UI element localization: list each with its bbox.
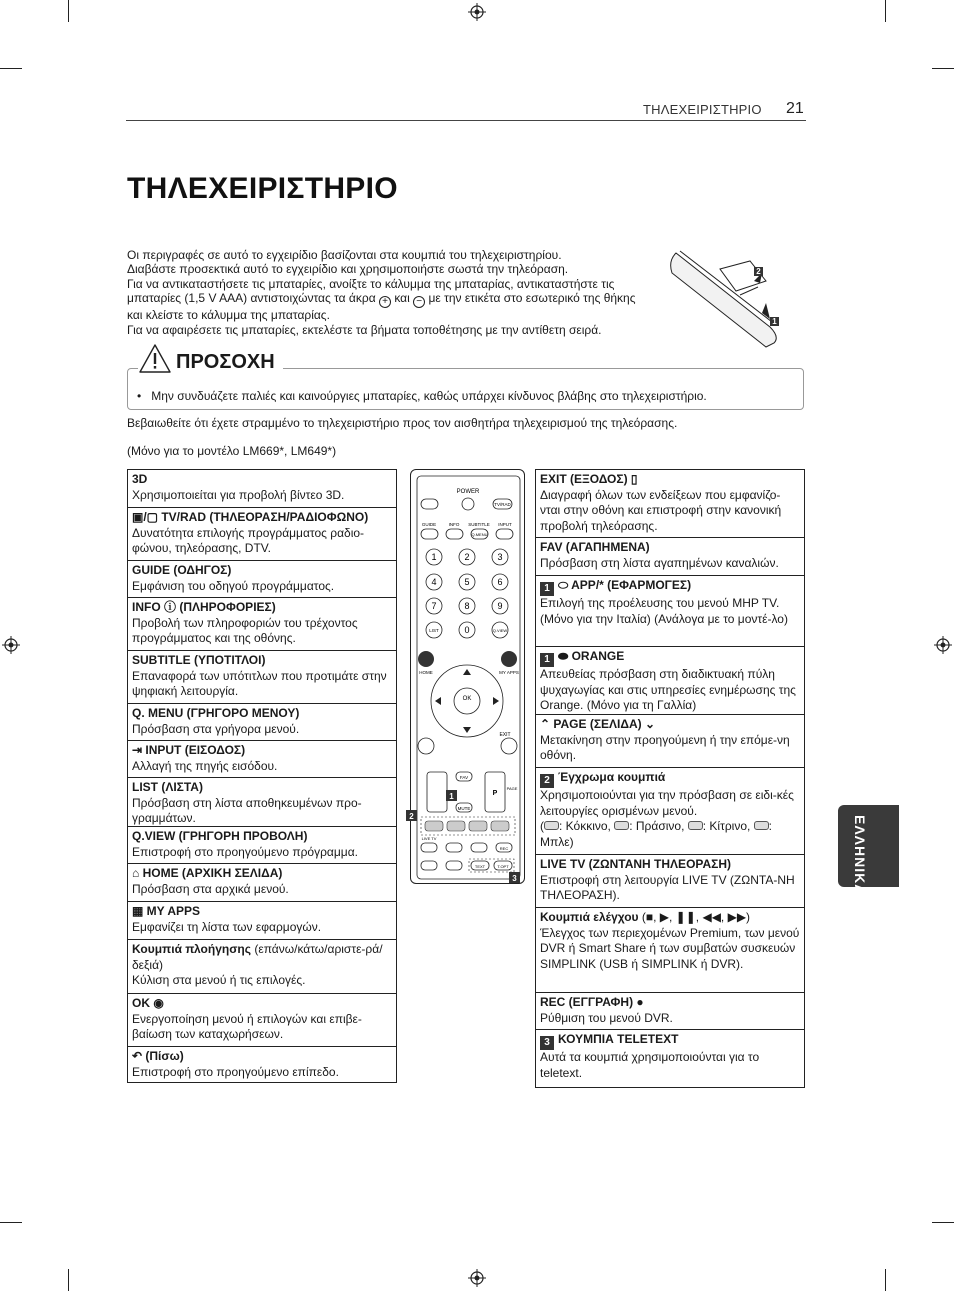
entry-desc: Ρύθμιση του μενού DVR.: [540, 1010, 673, 1025]
blue-button[interactable]: [491, 821, 509, 831]
page-number: 21: [786, 100, 804, 117]
entry-desc: Απευθείας πρόσβαση στη διαδικτυακή πύλη ψυχαγωγίας και στις υπηρεσίες ενημέρωσης της Orange. (Μόνο για τη Γαλλία): [540, 667, 796, 713]
entry-title-row: [540, 910, 800, 926]
entry-fav: [536, 538, 804, 576]
caution-bullet: Μην συνδυάζετε παλιές και καινούργιες μπαταρίες, καθώς υπάρχει κίνδυνος βλάβης στο τηλεχειριστήριο.: [151, 389, 707, 403]
entry-title-row: [132, 942, 392, 973]
text-label: TEXT: [474, 864, 486, 869]
warning-triangle-icon: [138, 343, 172, 375]
entry-title: INPUT (ΕΙΣΟΔΟΣ): [145, 743, 246, 757]
entry-title: OK: [132, 996, 150, 1010]
minus-terminal-icon: −: [413, 296, 425, 308]
tv-rad-label: TV/RAD: [494, 502, 511, 507]
registration-mark-icon: [468, 1269, 486, 1287]
qview-label: Q.VIEW: [492, 628, 508, 633]
entry-desc: Εμφανίζει τη λίστα των εφαρμογών.: [132, 919, 322, 934]
volume-rocker[interactable]: [427, 772, 447, 812]
entry-title-row: [132, 510, 392, 526]
entry-ok: [128, 994, 396, 1047]
ok-label: OK: [462, 696, 472, 702]
entry-tvrad: [128, 508, 396, 561]
3d-button[interactable]: [421, 499, 438, 509]
entry-desc: Αλλαγή της πηγής εισόδου.: [132, 758, 278, 773]
entry-3d: [128, 470, 396, 508]
back-button[interactable]: [418, 738, 434, 754]
entry-desc: Πρόσβαση στα γρήγορα μενού.: [132, 721, 300, 736]
entry-qmenu: [128, 704, 396, 741]
entry-info: [128, 598, 396, 651]
entry-desc: Επιστροφή στο προηγούμενο επίπεδο.: [132, 1064, 339, 1079]
home-button[interactable]: [418, 651, 434, 667]
entry-title-row: [540, 472, 800, 488]
back-arrow-icon: ↶: [132, 1049, 146, 1063]
callout-badge: 3: [540, 1036, 554, 1050]
ok-dot-icon: ◉: [153, 996, 164, 1010]
playback-icons: (■, ▶, ❚❚, ◀◀, ▶▶): [641, 910, 751, 924]
entry-desc: Αυτά τα κουμπιά χρησιμοποιούνται για το teletext.: [540, 1050, 760, 1080]
figure-label: 2: [756, 267, 761, 276]
entry-rec: [536, 993, 804, 1030]
green-button-icon: [614, 821, 629, 830]
entry-title: 3D: [132, 472, 148, 486]
right-button-descriptions: [535, 469, 805, 1088]
entry-title-row: [540, 717, 800, 733]
entry-navigation: [128, 940, 396, 994]
entry-title: GUIDE (ΟΔΗΓΟΣ): [132, 563, 232, 577]
exit-label: EXIT: [499, 732, 511, 738]
entry-title-row: [132, 866, 392, 882]
info-button[interactable]: [446, 529, 463, 539]
entry-desc: Εμφάνιση του οδηγού προγράμματος.: [132, 578, 335, 593]
red-button[interactable]: [425, 821, 443, 831]
entry-desc: Επαναφορά των υπότιτλων που προτιμάτε στην ψηφιακή λειτουργία.: [132, 668, 387, 699]
entry-title: LIVE TV (ΖΩΝΤΑΝΗ ΤΗΛΕΟΡΑΣΗ): [540, 857, 732, 871]
registration-mark-icon: [934, 636, 952, 654]
home-label: HOME: [419, 670, 433, 675]
rec-label: REC: [499, 846, 509, 851]
color-label: : Πράσινο,: [629, 819, 685, 834]
qmenu-label: Q.MENU: [471, 532, 488, 537]
header-divider: [126, 120, 806, 121]
entry-desc: Πρόσβαση στη λίστα αγαπημένων καναλιών.: [540, 555, 779, 570]
digit-label: 7: [431, 601, 437, 611]
entry-desc: Επιλογή της προέλευσης του μενού MHP TV. (Μόνο για την Ιταλία) (Ανάλογα με το μοντέ-λο): [540, 596, 788, 626]
entry-title-row: [540, 995, 800, 1011]
my-apps-button[interactable]: [501, 651, 517, 667]
intro-text: με την ετικέτα στο εσωτερικό της θήκης: [428, 291, 636, 306]
intro-line: Για να αντικαταστήσετε τις μπαταρίες, ανοίξτε το κάλυμμα της μπαταρίας, αντικαταστήστε τις: [127, 276, 615, 291]
home-icon: ⌂: [132, 866, 143, 880]
red-button-icon: [544, 821, 559, 830]
entry-title-row: [132, 904, 392, 920]
entry-desc: Πρόσβαση στη λίστα αποθηκευμένων προ-γραμμάτων.: [132, 795, 362, 826]
entry-color-buttons: [536, 768, 804, 855]
entry-title-row: [540, 770, 800, 788]
entry-title: Q. MENU (ΓΡΗΓΟΡΟ ΜΕΝΟΥ): [132, 706, 300, 720]
color-legend: ( : Κόκκινο, : Πράσινο, : Κίτρινο, : Μπλε): [540, 819, 773, 849]
entry-title: APP/* (ΕΦΑΡΜΟΓΕΣ): [571, 578, 692, 592]
input-button[interactable]: [496, 529, 513, 539]
topt-label: T.OPT: [497, 864, 509, 869]
entry-desc: Χρησιμοποιούνται για την πρόσβαση σε ειδι-κές λειτουργίες ορισμένων μενού.: [540, 788, 794, 818]
figure-label: 1: [772, 317, 777, 326]
remote-control-illustration: [410, 469, 525, 884]
power-button[interactable]: [462, 498, 474, 510]
digit-keypad: [426, 549, 508, 638]
callout-badge: 2: [540, 774, 554, 788]
battery-cover-illustration: [670, 247, 790, 347]
intro-line: Οι περιγραφές σε αυτό το εγχειρίδιο βασίζονται στα κουμπιά του τηλεχειριστηρίου.: [127, 248, 562, 262]
entry-desc: Προβολή των πληροφοριών του τρέχοντος προγράμματος και της οθόνης.: [132, 615, 358, 646]
entry-subtitle: [128, 651, 396, 704]
intro-line: Για να αφαιρέσετε τις μπαταρίες, εκτελέστε τα βήματα τοποθέτησης με την αντίθετη σειρά.: [127, 322, 602, 337]
live-tv-label: LIVE TV: [421, 836, 437, 841]
entry-title-row: [540, 1032, 800, 1050]
entry-title-row: [132, 1049, 392, 1065]
callout-badge: 1: [540, 653, 554, 667]
entry-teletext: [536, 1030, 804, 1087]
input-label: INPUT: [498, 522, 512, 527]
digit-label: 5: [464, 577, 470, 587]
entry-input: [128, 741, 396, 778]
entry-title: Κουμπιά πλοήγησης: [132, 942, 251, 956]
rewind-button[interactable]: [421, 861, 437, 870]
entry-qview: [128, 827, 396, 864]
intro-line: Διαβάστε προσεκτικά αυτό το εγχειρίδιο και χρησιμοποιήστε σωστά την τηλεόραση.: [127, 262, 569, 277]
entry-live-tv: [536, 855, 804, 908]
entry-back: [128, 1047, 396, 1082]
entry-title: INFO ⓘ (ΠΛΗΡΟΦΟΡΙΕΣ): [132, 600, 276, 614]
page-title: ΤΗΛΕΧΕΙΡΙΣΤΗΡΙΟ: [127, 172, 398, 205]
entry-list: [128, 778, 396, 827]
entry-control-buttons: [536, 908, 804, 993]
digit-label: 0: [464, 625, 470, 635]
entry-desc: Χρησιμοποιείται για προβολή βίντεο 3D.: [132, 487, 345, 502]
digit-label: 3: [497, 552, 503, 562]
exit-door-icon: ▯: [630, 472, 638, 486]
my-apps-label: MY APPS: [499, 670, 519, 675]
language-tab-label: ΕΛΛΗΝΙΚΑ: [852, 815, 868, 896]
page-label: PAGE: [506, 786, 518, 791]
registration-mark-icon: [468, 3, 486, 21]
pause-button[interactable]: [471, 843, 487, 852]
subtitle-label: SUBTITLE: [468, 522, 490, 527]
plus-terminal-icon: +: [379, 296, 391, 308]
callout-label: 1: [449, 792, 454, 801]
input-icon: ⇥: [132, 743, 146, 757]
entry-title: Q.VIEW (ΓΡΗΓΟΡΗ ΠΡΟΒΟΛΗ): [132, 829, 308, 843]
entry-title: LIST (ΛΙΣΤΑ): [132, 780, 203, 794]
entry-title-row: [540, 649, 800, 667]
info-label: INFO: [448, 522, 460, 527]
entry-home: [128, 864, 396, 902]
yellow-button-icon: [688, 821, 703, 830]
entry-title: Κουμπιά ελέγχου: [540, 910, 639, 924]
entry-desc: Επιστροφή στο προηγούμενο πρόγραμμα.: [132, 844, 358, 859]
color-label: : Κόκκινο,: [559, 819, 611, 834]
entry-title: (Πίσω): [145, 1049, 184, 1063]
guide-label: GUIDE: [421, 522, 437, 527]
play-button[interactable]: [446, 843, 462, 852]
entry-title-suffix: (επάνω/κάτω/αριστε-ρά/δεξιά): [132, 942, 383, 972]
color-label: : Μπλε): [540, 819, 773, 849]
guide-button[interactable]: [421, 529, 438, 539]
digit-label: 2: [464, 552, 470, 562]
entry-title: SUBTITLE (ΥΠΟΤΙΤΛΟΙ): [132, 653, 266, 667]
entry-title: Έγχρωμα κουμπιά: [558, 770, 666, 784]
entry-desc: Έλεγχος των περιεχομένων Premium, των μενού DVR ή Smart Share ή των συμβατών συσκευών SIMPLINK (USB ή SIMPLINK ή DVR).: [540, 925, 800, 971]
caution-heading: [138, 343, 283, 375]
entry-desc: Δυνατότητα επιλογής προγράμματος ραδιο-φώνου, τηλεόρασης, DTV.: [132, 525, 365, 556]
intro-paragraph: [127, 248, 675, 337]
entry-title: ORANGE: [571, 649, 625, 663]
stop-button[interactable]: [421, 843, 437, 852]
registration-mark-icon: [2, 636, 20, 654]
tv-radio-icon: ▣/▢: [132, 510, 162, 524]
entry-page: [536, 715, 804, 768]
page-up-icon: ⌃: [540, 717, 554, 731]
color-label: : Κίτρινο,: [702, 819, 751, 834]
callout-label: 3: [512, 874, 517, 883]
aim-note: Βεβαιωθείτε ότι έχετε στραμμένο το τηλεχειριστήριο προς τον αισθητήρα τηλεχειρισμού της τηλεόρασης.: [127, 416, 678, 430]
caution-label: ΠΡΟΣΟΧΗ: [176, 350, 275, 373]
intro-text: και: [394, 291, 410, 306]
yellow-button[interactable]: [469, 821, 487, 831]
entry-title-row: [132, 743, 392, 759]
entry-desc: Επιστροφή στη λειτουργία LIVE TV (ΖΩΝΤΑ-ΝΗ ΤΗΛΕΟΡΑΣΗ).: [540, 872, 795, 903]
entry-title: HOME (ΑΡΧΙΚΗ ΣΕΛΙΔΑ): [142, 866, 283, 880]
entry-desc: Μετακίνηση στην προηγούμενη ή την επόμε-νη οθόνη.: [540, 732, 790, 763]
left-button-descriptions: [127, 469, 397, 1083]
entry-app: [536, 576, 804, 647]
digit-label: 4: [431, 577, 437, 587]
entry-title: PAGE (ΣΕΛΙΔΑ): [553, 717, 642, 731]
callout-badge: 1: [540, 582, 554, 596]
entry-exit: [536, 470, 804, 538]
entry-title: ΚΟΥΜΠΙΑ TELETEXT: [558, 1032, 679, 1046]
digit-label: 9: [497, 601, 503, 611]
entry-desc: Ενεργοποίηση μενού ή επιλογών και επιβε-βαίωση των καταχωρήσεων.: [132, 1011, 362, 1042]
language-tab: [838, 805, 899, 896]
entry-title: MY APPS: [146, 904, 201, 918]
digit-label: 8: [464, 601, 470, 611]
digit-label: 1: [431, 552, 437, 562]
list-label: LIST: [429, 628, 439, 633]
entry-desc: Κύλιση στα μενού ή τις επιλογές.: [132, 973, 306, 988]
intro-text: μπαταρίες (1,5 V AAA) αντιστοιχώντας τα άκρα: [127, 291, 376, 306]
fav-label: FAV: [459, 775, 469, 780]
entry-desc: Διαγραφή όλων των ενδείξεων που εμφανίζο-νται στην οθόνη και επιστροφή στην κανονική προβολή τηλεόρασης.: [540, 487, 782, 533]
entry-myapps: [128, 902, 396, 940]
mute-label: MUTE: [457, 806, 471, 811]
power-label: POWER: [456, 489, 480, 495]
entry-title: FAV (ΑΓΑΠΗΜΕΝΑ): [540, 540, 650, 554]
entry-title: REC (ΕΓΓΡΑΦΗ): [540, 995, 634, 1009]
intro-line: και κλείστε το κάλυμμα της μπαταρίας.: [127, 308, 330, 323]
entry-guide: [128, 561, 396, 598]
page-down-icon: ⌄: [641, 717, 656, 731]
program-label: P: [492, 790, 498, 797]
record-dot-icon: ●: [636, 995, 644, 1009]
blue-button-icon: [754, 821, 769, 830]
app-button-icon: ⬭: [558, 578, 572, 592]
digit-label: 6: [497, 577, 503, 587]
entry-desc: Πρόσβαση στα αρχικά μενού.: [132, 881, 289, 896]
entry-title: TV/RAD (ΤΗΛΕΟΡΑΣΗ/ΡΑΔΙΟΦΩΝΟ): [161, 510, 369, 524]
running-header: ΤΗΛΕΧΕΙΡΙΣΤΗΡΙΟ: [643, 102, 762, 117]
entry-title-row: [132, 996, 392, 1012]
fast-forward-button[interactable]: [446, 861, 462, 870]
entry-title: EXIT (ΕΞΟΔΟΣ): [540, 472, 628, 486]
exit-button[interactable]: [501, 738, 517, 754]
caution-text: • Μην συνδυάζετε παλιές και καινούργιες μπαταρίες, καθώς υπάρχει κίνδυνος βλάβης στο τηλεχειριστήριο.: [137, 389, 707, 403]
apps-grid-icon: ▦: [132, 904, 147, 918]
callout-label: 2: [409, 812, 414, 821]
intro-line: [127, 291, 675, 308]
model-note: (Μόνο για το μοντέλο LM669*, LM649*): [127, 444, 337, 458]
entry-title-row: [540, 578, 800, 596]
entry-orange: [536, 647, 804, 715]
green-button[interactable]: [447, 821, 465, 831]
orange-button-icon: ⬬: [558, 649, 572, 663]
